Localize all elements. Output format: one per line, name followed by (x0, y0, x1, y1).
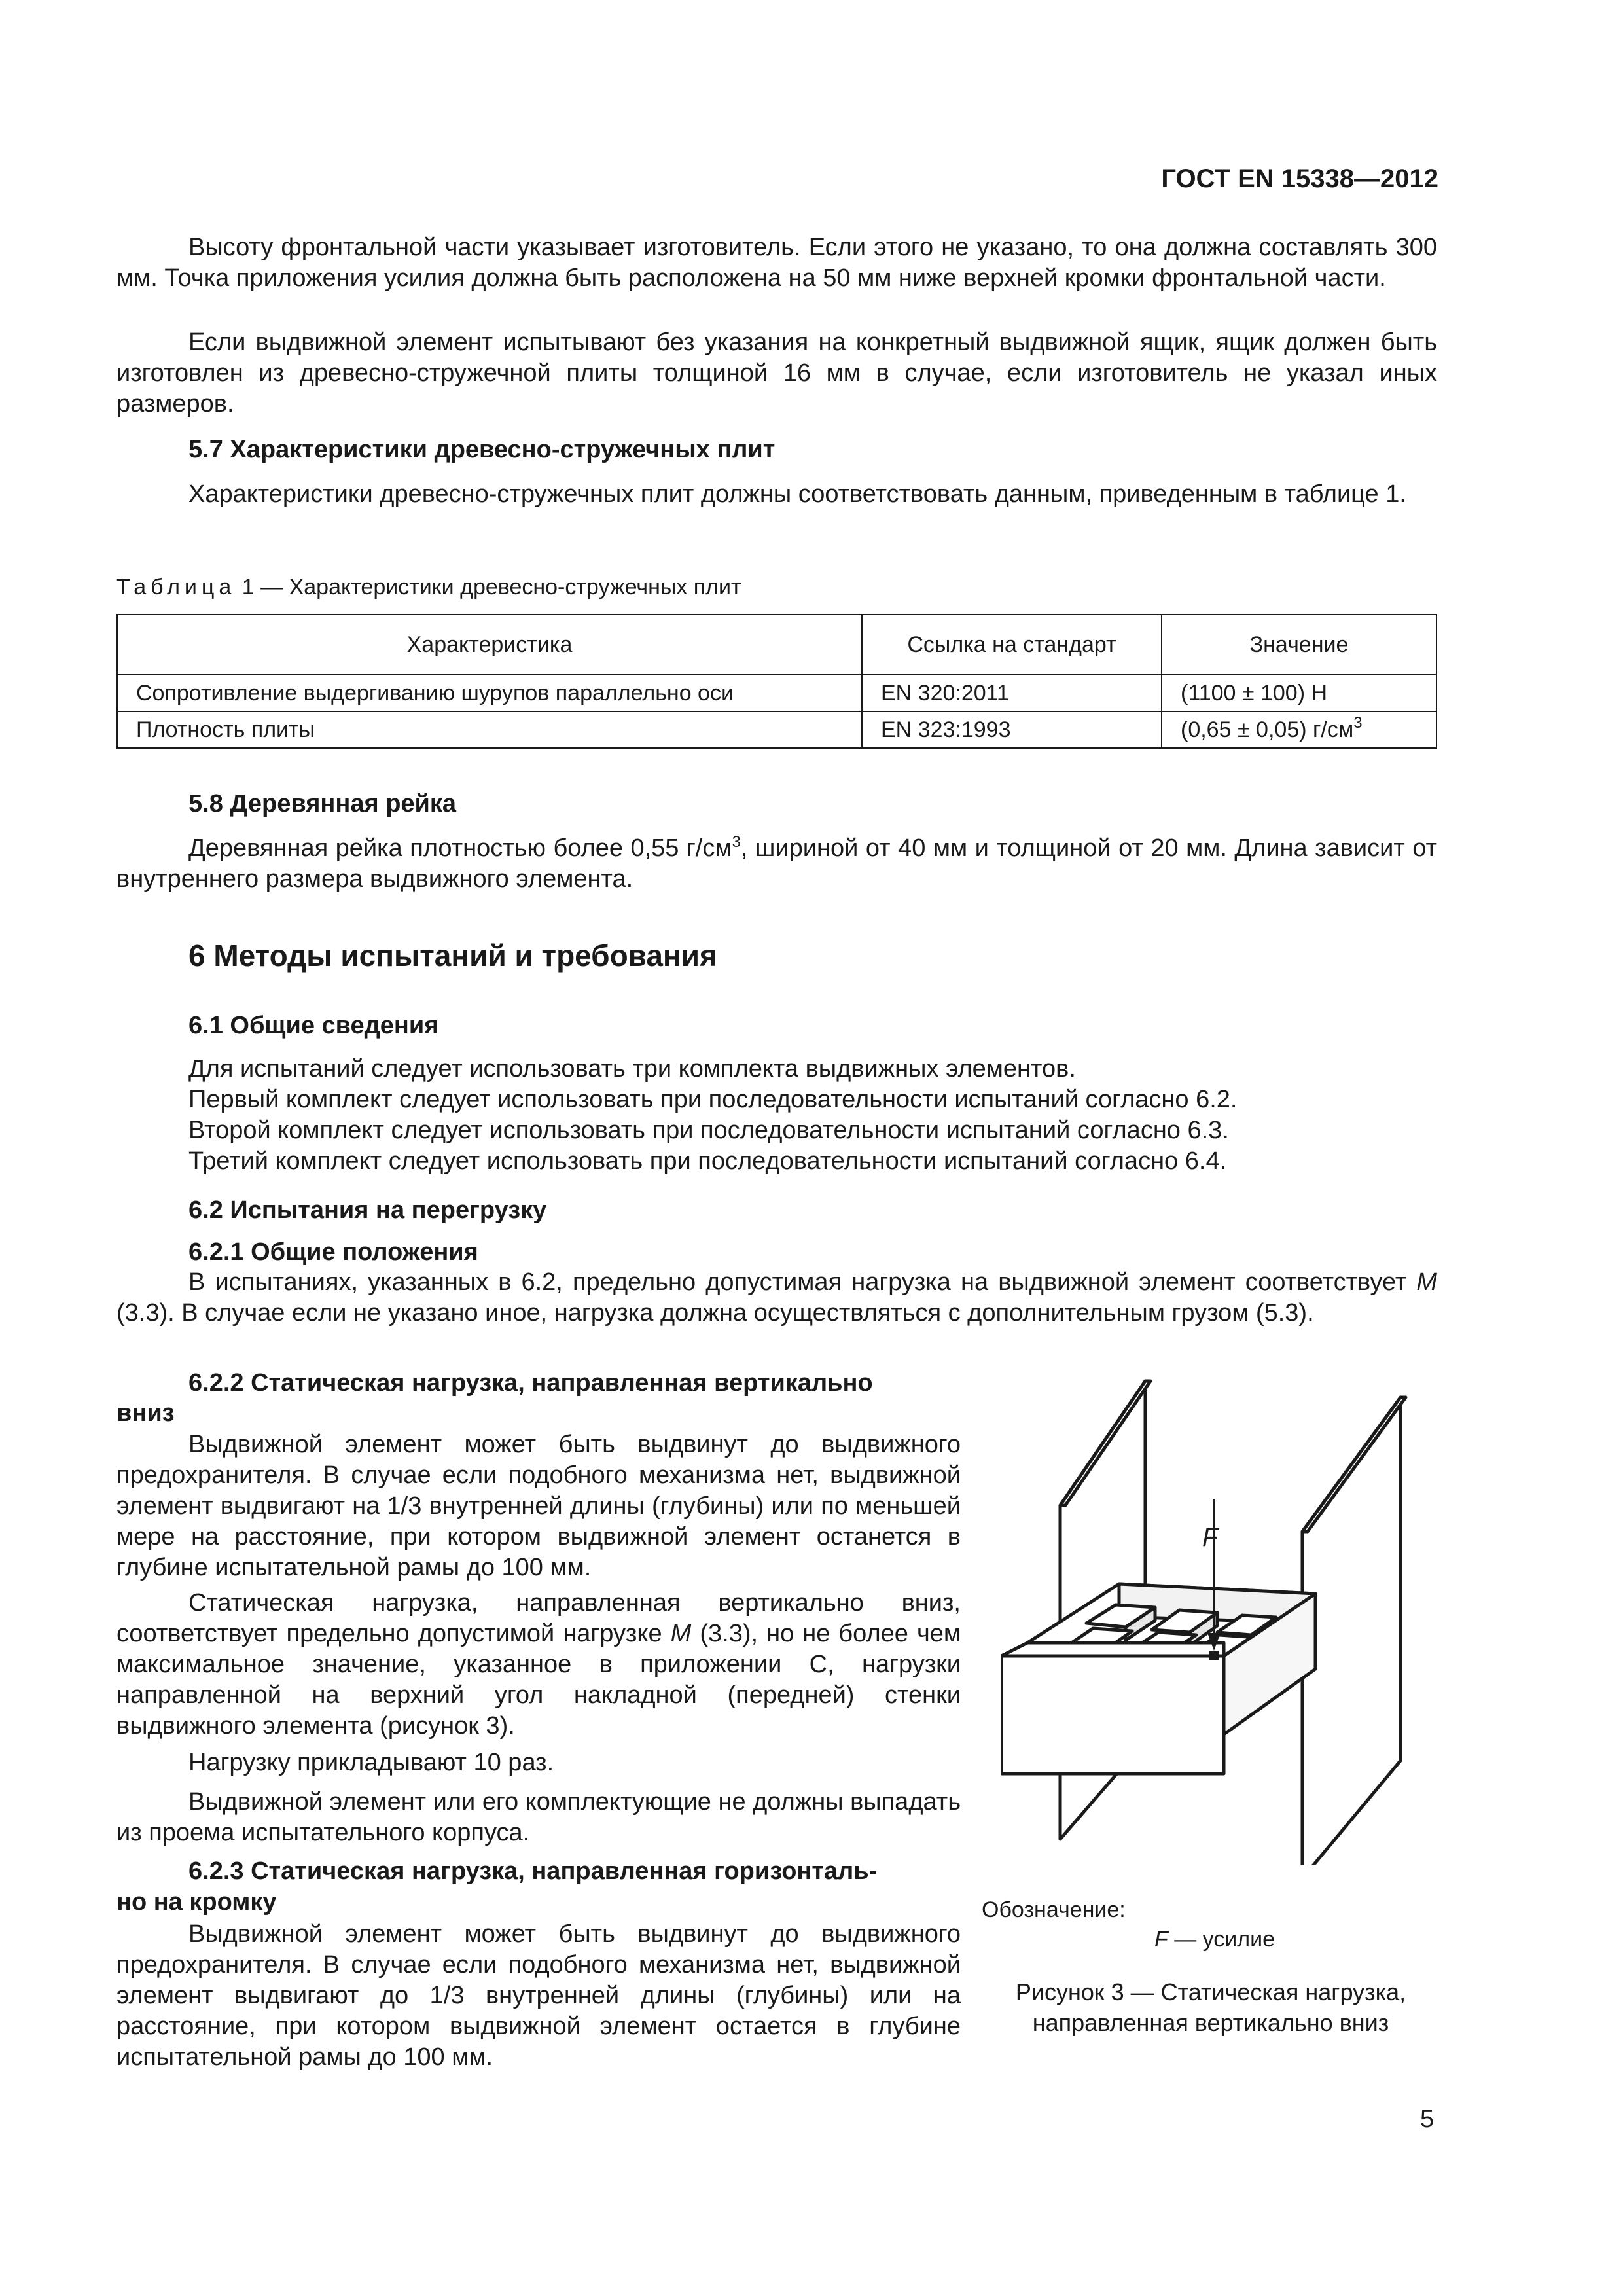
figure-3-drawing (1001, 1368, 1446, 1865)
section-5-8-text (116, 833, 1437, 895)
text-fragment: Статическая нагрузка, направленная вертикально вниз, соответствует предельно допустимой нагрузке (116, 1589, 961, 1647)
density-value: (0,65 ± 0,05) г/см (1181, 717, 1354, 742)
section-6-1-line-1: Для испытаний следует использовать три комплекта выдвижных элементов. (188, 1055, 1076, 1083)
drawer-front (1001, 1656, 1224, 1774)
table-header-value: Значение (1162, 615, 1436, 675)
symbol-m: M (670, 1620, 692, 1647)
section-6-1-heading: 6.1 Общие сведения (188, 1012, 439, 1039)
table-row (117, 711, 1436, 748)
table-cell (1162, 711, 1436, 748)
legend-text: — усилие (1168, 1927, 1275, 1952)
legend-symbol: F (1154, 1927, 1168, 1952)
figure-legend-entry (1154, 1924, 1275, 1955)
table-cell: Плотность плиты (117, 711, 862, 748)
section-6-2-2-paragraph-1: Выдвижной элемент может быть выдвинут до выдвижного предохранителя. В случае если подобного механизма нет, выдвижной элемент выдвигают на 1/3 внутренней длины (глубины) или по меньшей мере на расстояние, при котором выдвижной элемент останется в глубине испытательной рамы до 100 мм. (116, 1431, 961, 1581)
section-6-2-1-text (116, 1267, 1437, 1329)
unit-exponent: 3 (732, 833, 741, 851)
force-label: F (1202, 1523, 1219, 1552)
document-id: ГОСТ EN 15338—2012 (1161, 164, 1438, 193)
force-application-point (1209, 1651, 1219, 1660)
intro-paragraph-2: Если выдвижной элемент испытывают без указания на конкретный выдвижной ящик, ящик должен быть изготовлен из древесно-стружечной плиты толщиной 16 мм в случае, если изготовитель не указал иных размеров. (116, 329, 1437, 418)
drawer-front-top-edge (1001, 1643, 1224, 1656)
section-6-2-3-heading-line-2: но на кромку (116, 1888, 277, 1916)
table-cell: (1100 ± 100) Н (1162, 675, 1436, 711)
section-6-heading: 6 Методы испытаний и требования (188, 939, 717, 973)
intro-paragraph-1: Высоту фронтальной части указывает изготовитель. Если этого не указано, то она должна составлять 300 мм. Точка приложения усилия должна быть расположена на 50 мм ниже верхней кромки фронтальной части. (116, 234, 1437, 292)
table-caption-title: 1 — Характеристики древесно-стружечных плит (241, 575, 741, 600)
section-6-2-2-paragraph-3: Нагрузку прикладывают 10 раз. (188, 1749, 554, 1776)
section-6-1-line-4: Третий комплект следует использовать при последовательности испытаний согласно 6.4. (188, 1147, 1227, 1175)
section-6-2-2-heading-line-2: вниз (116, 1399, 175, 1427)
section-6-1-line-2: Первый комплект следует использовать при последовательности испытаний согласно 6.2. (188, 1086, 1238, 1113)
section-5-7-text: Характеристики древесно-стружечных плит должны соответствовать данным, приведенным в таблице 1. (188, 480, 1406, 508)
table-header-characteristic: Характеристика (117, 615, 862, 675)
table-header-row (117, 615, 1436, 675)
symbol-m: M (1416, 1268, 1437, 1296)
page-number: 5 (1420, 2106, 1435, 2133)
table-cell: EN 320:2011 (862, 675, 1162, 711)
table-1-caption (116, 572, 741, 603)
section-6-2-2-heading-line-1: 6.2.2 Статическая нагрузка, направленная вертикально (188, 1369, 873, 1397)
figure-3-caption-line-2: направленная вертикально вниз (1032, 2009, 1389, 2036)
section-5-7-heading: 5.7 Характеристики древесно-стружечных плит (188, 436, 776, 463)
text-fragment: , шириной от 40 мм и толщиной от 20 мм. Длина зависит от внутреннего размера выдвижного элемента. (116, 834, 1437, 893)
figure-legend-title: Обозначение: (982, 1897, 1126, 1922)
text-fragment: (3.3). В случае если не указано иное, нагрузка должна осуществляться с дополнительным грузом (5.3). (116, 1299, 1314, 1327)
section-6-2-3-paragraph-1: Выдвижной элемент может быть выдвинут до выдвижного предохранителя. В случае если подобного механизма нет, выдвижной элемент выдвигают до 1/3 внутренней длины (глубины) или на расстояние, при котором выдвижной элемент остается в глубине испытательной рамы до 100 мм. (116, 1920, 961, 2071)
text-fragment: В испытаниях, указанных в 6.2, предельно допустимая нагрузка на выдвижной элемент соответствует (188, 1268, 1417, 1296)
section-6-2-3-heading-line-1: 6.2.3 Статическая нагрузка, направленная горизонталь- (188, 1857, 878, 1885)
figure-3-caption-line-1: Рисунок 3 — Статическая нагрузка, (1015, 1979, 1406, 2005)
table-cell: Сопротивление выдергиванию шурупов параллельно оси (117, 675, 862, 711)
table-caption-word: Таблица (116, 575, 236, 600)
table-header-standard: Ссылка на стандарт (862, 615, 1162, 675)
table-row (117, 675, 1436, 711)
table-cell: EN 323:1993 (862, 711, 1162, 748)
section-6-2-heading: 6.2 Испытания на перегрузку (188, 1196, 547, 1224)
section-6-2-2-paragraph-2 (116, 1588, 961, 1742)
section-6-1-line-3: Второй комплект следует использовать при последовательности испытаний согласно 6.3. (188, 1117, 1229, 1144)
section-6-2-2-paragraph-4: Выдвижной элемент или его комплектующие не должны выпадать из проема испытательного корпуса. (116, 1788, 961, 1846)
table-1 (116, 614, 1437, 749)
density-unit-exponent: 3 (1353, 713, 1363, 732)
text-fragment: (3.3), но не более чем максимальное значение, указанное в приложении С, нагрузки направленной на верхний угол накладной (передней) стенки выдвижного элемента (рисунок 3). (116, 1620, 961, 1740)
text-fragment: Деревянная рейка плотностью более 0,55 г/см (188, 834, 732, 862)
section-5-8-heading: 5.8 Деревянная рейка (188, 790, 457, 817)
section-6-2-1-heading: 6.2.1 Общие положения (188, 1238, 478, 1266)
